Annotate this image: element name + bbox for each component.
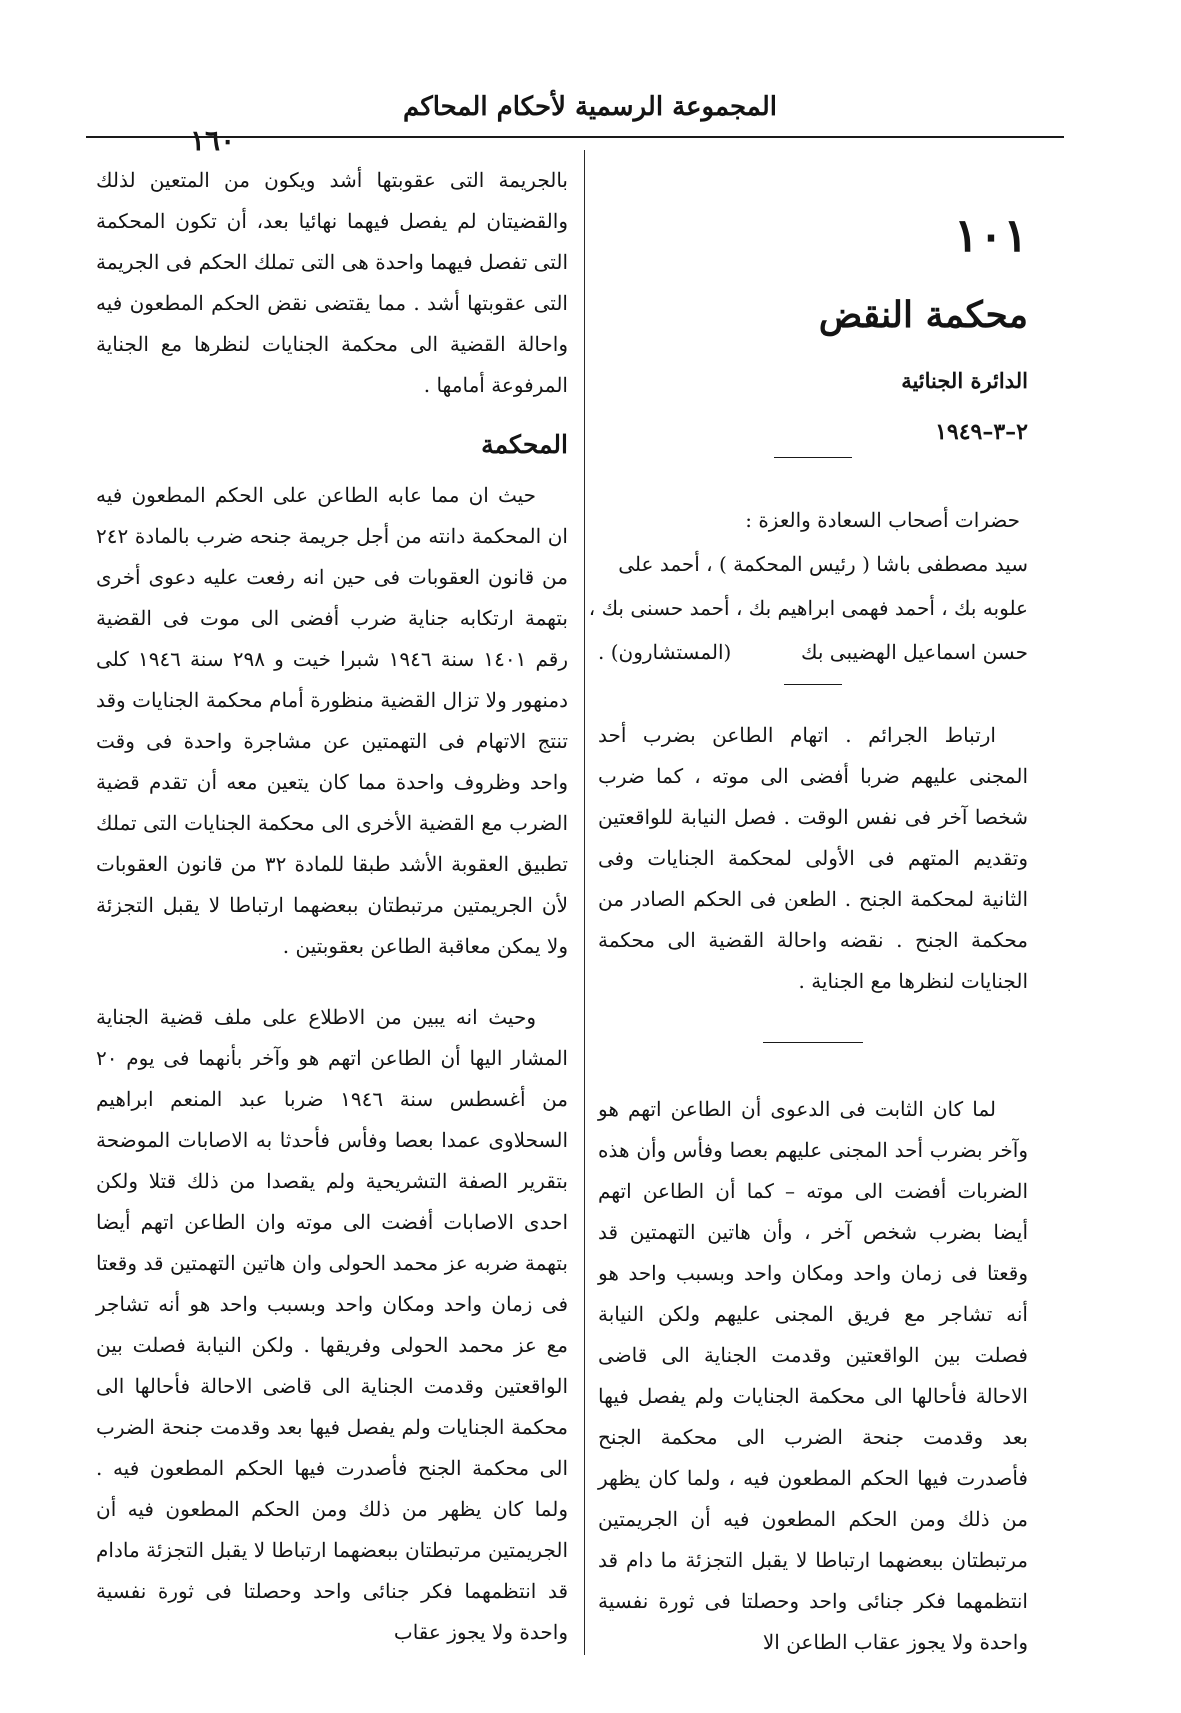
ruling-date: ٢–٣–١٩٤٩ <box>935 419 1028 445</box>
running-header: المجموعة الرسمية لأحكام المحاكم <box>403 92 777 122</box>
panel-judge-name: حسن اسماعيل الهضيبى بك <box>801 640 1028 664</box>
paragraph-gap <box>96 967 568 997</box>
panel-line: علوبه بك ، أحمد فهمى ابراهيم بك ، أحمد حسنى بك ، <box>588 596 1028 620</box>
case-number: ١٠١ <box>953 208 1028 262</box>
panel-role: (المستشارون) . <box>598 640 732 664</box>
column-divider <box>584 150 585 1655</box>
panel-intro: حضرات أصحاب السعادة والعزة : <box>745 508 1020 532</box>
panel-line <box>598 630 1028 674</box>
summary-text: ارتباط الجرائم . اتهام الطاعن بضرب أحد المجنى عليهم ضربا أفضى الى موته ، كما ضرب شخصا آخر فى نفس الوقت . فصل النيابة للواقعتين وتقديم المتهم فى الأولى لمحكمة الجنايات وفى الثانية لمحكمة الجنح . الطعن فى الحكم الصادر من محكمة الجنح . نقضه واحالة القضية الى محكمة الجنايات لنظرها مع الجناية . <box>598 723 1028 993</box>
divider-rule <box>774 457 852 458</box>
chamber-name: الدائرة الجنائية <box>901 368 1028 393</box>
case-summary <box>598 715 1028 1002</box>
principle-text: لما كان الثابت فى الدعوى أن الطاعن اتهم هو وآخر بضرب أحد المجنى عليهم بعصا وفأس وأن هذه الضربات أفضت الى موته – كما أن الطاعن اتهم أيضا بضرب شخص آخر ، وأن هاتين التهمتين قد وقعتا فى زمان واحد ومكان واحد وبسبب واحد هو أنه تشاجر مع فريق المجنى عليهم ولكن النيابة فصلت بين الواقعتين وقدمت الجناية الى قاضى الاحالة فأحالها الى محكمة الجنايات ولم يفصل فيها بعد وقدمت جنحة الضرب الى محكمة الجنح فأصدرت فيها الحكم المطعون فيه ، ولما كان يظهر من ذلك ومن الحكم المطعون فيه أن الجريمتين مرتبطتان ببعضهما ارتباطا لا يقبل التجزئة ما دام قد انتظمهما فكر جنائى واحد وحصلتا فى ثورة نفسية واحدة ولا يجوز عقاب الطاعن الا <box>598 1097 1028 1654</box>
judges-panel <box>588 498 1028 674</box>
divider-rule <box>784 684 842 685</box>
judgment-paragraph: حيث ان مما عابه الطاعن على الحكم المطعون فيه ان المحكمة دانته من أجل جريمة جنحه ضرب بالمادة ٢٤٢ من قانون العقوبات فى حين انه رفعت عليه دعوى أخرى بتهمة ارتكابه جناية ضرب أفضى الى موت فى القضية رقم ١٤٠١ سنة ١٩٤٦ شبرا خيت و ٢٩٨ سنة ١٩٤٦ كلى دمنهور ولا تزال القضية منظورة أمام محكمة الجنايات وقد تنتج الاتهام فى التهمتين عن مشاجرة واحدة فى وقت واحد وظروف واحدة مما كان يتعين معه أن تقدم قضية الضرب مع القضية الأخرى الى محكمة الجنايات التى تملك تطبيق العقوبة الأشد طبقا للمادة ٣٢ من قانون العقوبات لأن الجريمتين مرتبطتان ببعضهما ارتباطا لا يقبل التجزئة ولا يمكن معاقبة الطاعن بعقوبتين . <box>96 483 568 958</box>
court-name: محكمة النقض <box>818 294 1028 336</box>
left-column <box>96 160 568 1653</box>
panel-line: سيد مصطفى باشا ( رئيس المحكمة ) ، أحمد على <box>618 552 1028 576</box>
judgment-paragraph: وحيث انه يبين من الاطلاع على ملف قضية الجناية المشار اليها أن الطاعن اتهم هو وآخر بأنهما فى يوم ٢٠ من أغسطس سنة ١٩٤٦ ضربا عبد المنعم ابراهيم السحلاوى عمدا بعصا وفأس فأحدثا به الاصابات الموضحة بتقرير الصفة التشريحية ولم يقصدا من ذلك قتلا ولكن احدى الاصابات أفضت الى موته وان الطاعن اتهم أيضا بتهمة ضربه عز محمد الحولى وان هاتين التهمتين قد وقعتا فى زمان واحد ومكان واحد وبسبب واحد هو أنه تشاجر مع عز محمد الحولى وفريقها . ولكن النيابة فصلت بين الواقعتين وقدمت الجناية الى قاضى الاحالة فأحالها الى محكمة الجنايات ولم يفصل فيها بعد وقدمت جنحة الضرب الى محكمة الجنح فأصدرت فيها الحكم المطعون فيه . ولما كان يظهر من ذلك ومن الحكم المطعون فيه أن الجريمتين مرتبطتان ببعضهما ارتباطا لا يقبل التجزئة مادام قد انتظمهما فكر جنائى واحد وحصلتا فى ثورة نفسية واحدة ولا يجوز عقاب <box>96 1005 569 1644</box>
divider-rule <box>763 1042 863 1043</box>
page-number: ١٦٠ <box>190 124 236 157</box>
continuation-text: بالجريمة التى عقوبتها أشد ويكون من المتعين لذلك والقضيتان لم يفصل فيهما نهائيا بعد، أن تكون المحكمة التى تفصل فيهما واحدة هى التى تملك الحكم فى الجريمة التى عقوبتها أشد . مما يقتضى نقض الحكم المطعون فيه واحالة القضية الى محكمة الجنايات لنظرها مع الجناية المرفوعة أمامها . <box>96 168 568 397</box>
header-rule <box>86 136 1064 138</box>
section-heading: المحكمة <box>481 430 568 459</box>
case-principle <box>598 1089 1028 1663</box>
right-column <box>588 160 1028 1663</box>
